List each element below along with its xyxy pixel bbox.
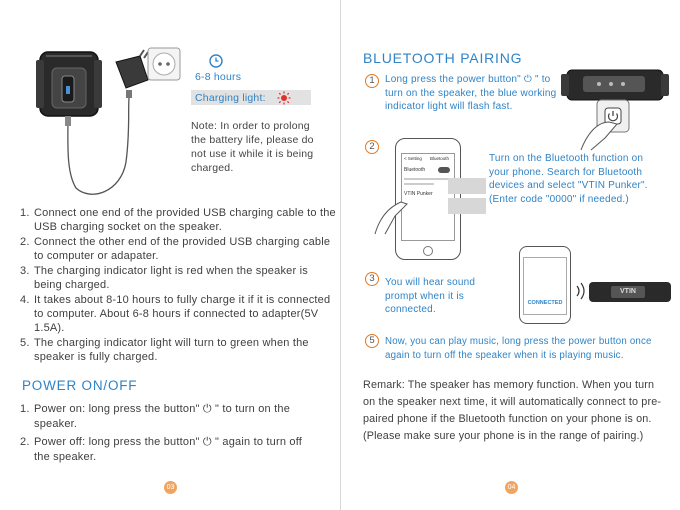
step-number: 2 bbox=[365, 140, 379, 154]
settings-back: < Setting bbox=[404, 156, 422, 161]
bluetooth-toggle[interactable] bbox=[438, 167, 450, 173]
phone-screen bbox=[523, 257, 567, 315]
list-item: 5. The charging indicator light will turn to green when the speaker is fully charged. bbox=[20, 336, 309, 364]
power-steps-list bbox=[20, 402, 320, 464]
list-item: 3. The charging indicator light is red when the speaker is being charged. bbox=[20, 264, 308, 292]
charging-light-label: Charging light: bbox=[195, 92, 266, 104]
red-light-icon bbox=[277, 91, 291, 105]
list-item: 2. Connect the other end of the provided USB charging cable to computer or adapater. bbox=[20, 235, 331, 263]
step-2-text: Turn on the Bluetooth function on your phone. Search for Bluetooth devices and select "VTIN Punker". (Enter code "0000" if needed.) bbox=[489, 153, 648, 205]
sound-wave-icon bbox=[575, 280, 587, 302]
device-name[interactable]: VTIN Punker bbox=[404, 191, 433, 197]
step-3-text: You will hear sound prompt when it is connected. bbox=[385, 277, 476, 315]
step-number: 5 bbox=[365, 334, 379, 348]
charge-time: 6-8 hours bbox=[195, 71, 242, 83]
speaker-brand: VTIN bbox=[611, 286, 645, 298]
step-5-text: Now, you can play music, long press the power button once again to turn off the speaker when it is playing music. bbox=[385, 336, 652, 361]
step-number: 3 bbox=[365, 272, 379, 286]
page-number: 04 bbox=[505, 481, 518, 494]
step-number: 1 bbox=[365, 74, 379, 88]
charging-steps-list bbox=[20, 206, 336, 365]
connected-label: CONNECTED bbox=[527, 300, 563, 306]
step-1-text: Long press the power button" ⏻ " to turn on the speaker, the blue working indicator light will flash fast. bbox=[385, 74, 557, 112]
bluetooth-section-title: BLUETOOTH PAIRING bbox=[363, 50, 523, 66]
battery-note: Note: In order to prolong the battery life, please do not use it while it is being charged. bbox=[191, 120, 314, 174]
clock-icon bbox=[209, 54, 223, 68]
list-item: 2. Power off: long press the button" ⏻ " again to turn off the speaker. bbox=[20, 436, 303, 463]
speaker-top-illustration bbox=[561, 62, 671, 152]
connected-phone bbox=[519, 246, 571, 324]
bluetooth-label: Bluetooth bbox=[404, 167, 426, 173]
home-button-icon bbox=[423, 246, 433, 256]
list-item: 1. Power on: long press the button" ⏻ " to turn on the speaker. bbox=[20, 403, 291, 430]
charging-light-bar bbox=[191, 90, 311, 105]
screen-header: Bluetooth bbox=[430, 156, 450, 161]
memory-remark: Remark: The speaker has memory function. When you turn on the speaker next time, it will automatically connect to pre-paired phone if the Bluetooth function on your phone is on. (Please make sure your phone is in the range of pairing.) bbox=[363, 379, 662, 442]
speaker-side-illustration bbox=[589, 282, 671, 302]
list-item: 1. Connect one end of the provided USB charging cable to the USB charging socket on the speaker. bbox=[20, 207, 336, 234]
page-number: 03 bbox=[164, 481, 177, 494]
charging-illustration bbox=[36, 42, 196, 202]
power-section-title: POWER ON/OFF bbox=[22, 378, 138, 393]
list-item: 4. It takes about 8-10 hours to fully charge it if it is connected to computer. About 6-8 hours if connected to adapter(5V 1.5A). bbox=[20, 293, 331, 335]
hand-icon bbox=[371, 190, 411, 236]
manual-page-right bbox=[340, 0, 680, 510]
